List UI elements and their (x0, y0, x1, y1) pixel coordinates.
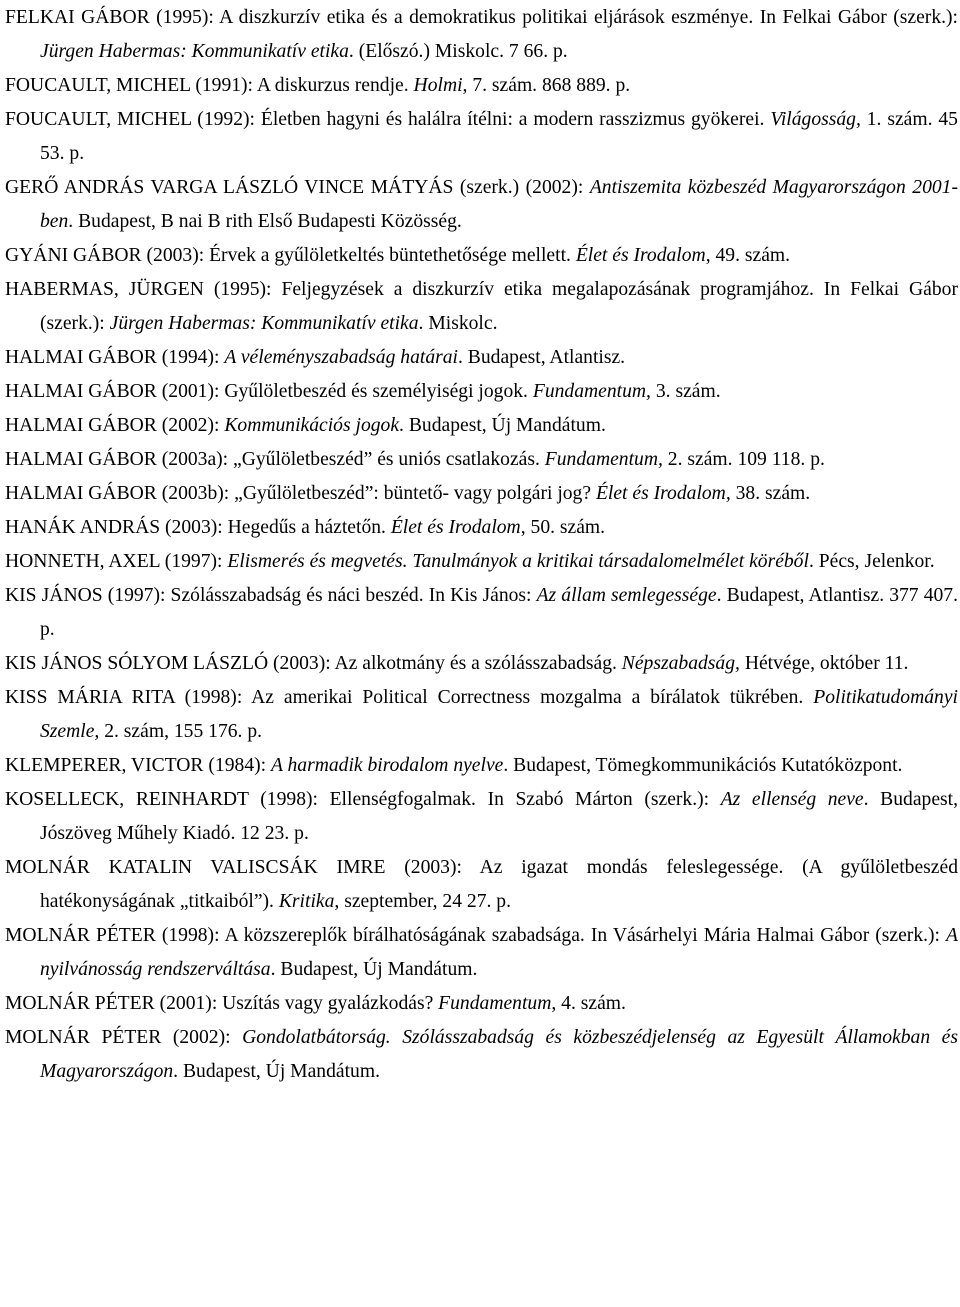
reference-text: HALMAI GÁBOR (2001): Gyűlöletbeszéd és személyiségi jogok. (5, 381, 533, 402)
reference-title-italic: Élet és Irodalom (575, 245, 706, 266)
reference-entry (5, 647, 958, 681)
reference-text: 2. szám, 155 176. p. (99, 721, 263, 742)
reference-entry (5, 273, 958, 341)
reference-entry (5, 579, 958, 647)
reference-text: , 7. szám. 868 889. p. (462, 75, 631, 96)
reference-entry (5, 681, 958, 749)
reference-text: . Budapest, Jószöveg Műhely Kiadó. 12 23. p. (40, 789, 958, 844)
reference-text: MOLNÁR PÉTER (1998): A közszereplők bírálhatóságának szabadsága. In Vásárhelyi Mária Halmai Gábor (szerk.): (5, 925, 947, 946)
reference-text: . Pécs, Jelenkor. (808, 551, 935, 572)
reference-entry (5, 511, 958, 545)
reference-text: , 49. szám. (705, 245, 791, 266)
reference-title-italic: A harmadik birodalom nyelve (270, 755, 504, 776)
reference-entry (5, 749, 958, 783)
reference-text: HALMAI GÁBOR (1994): (5, 347, 225, 368)
reference-title-italic: Fundamentum, (544, 449, 663, 470)
reference-entry (5, 239, 958, 273)
reference-entry (5, 375, 958, 409)
reference-text: . Budapest, Atlantisz. 377 407. p. (40, 585, 958, 640)
reference-entry (5, 1021, 958, 1089)
reference-title-italic: Fundamentum, (532, 381, 651, 402)
reference-text: KLEMPERER, VICTOR (1984): (5, 755, 271, 776)
reference-text: , 50. szám. (520, 517, 606, 538)
reference-text: 1. szám. 45 53. p. (40, 109, 958, 164)
reference-text: . Budapest, Atlantisz. (458, 347, 626, 368)
reference-text: . Budapest, Új Mandátum. (399, 415, 606, 436)
reference-text: KISS MÁRIA RITA (1998): Az amerikai Political Correctness mozgalma a bírálatok tükrében. (5, 687, 814, 708)
reference-title-italic: A véleményszabadság határai (224, 347, 458, 368)
reference-title-italic: Jürgen Habermas: Kommunikatív etika (40, 41, 349, 62)
reference-text: MOLNÁR KATALIN VALISCSÁK IMRE (2003): Az igazat mondás feleslegessége. (A gyűlöletbeszéd hatékonyságának „titkaiból”). (5, 857, 958, 912)
reference-entry (5, 69, 958, 103)
reference-title-italic: Antiszemita közbeszéd Magyarországon 2001-ben (40, 177, 958, 232)
reference-title-italic: Politikatudományi Szemle, (40, 687, 958, 742)
reference-entry (5, 1, 958, 69)
reference-text: , szeptember, 24 27. p. (334, 891, 511, 912)
reference-title-italic: Jürgen Habermas: Kommunikatív etika (109, 313, 419, 334)
reference-text: KIS JÁNOS SÓLYOM LÁSZLÓ (2003): Az alkotmány és a szólásszabadság. (5, 653, 622, 674)
reference-entry (5, 409, 958, 443)
reference-entry (5, 341, 958, 375)
reference-title-italic: Világosság, (770, 109, 861, 130)
reference-text: , 4. szám. (551, 993, 626, 1014)
reference-text: HONNETH, AXEL (1997): (5, 551, 228, 572)
reference-text: Hétvége, október 11. (739, 653, 909, 674)
reference-entry (5, 987, 958, 1021)
reference-text: HALMAI GÁBOR (2002): (5, 415, 225, 436)
reference-title-italic: Az állam semlegessége (536, 585, 717, 606)
reference-text: 2. szám. 109 118. p. (662, 449, 825, 470)
reference-title-italic: Holmi (413, 75, 463, 96)
reference-title-italic: Élet és Irodalom (390, 517, 521, 538)
reference-entry (5, 851, 958, 919)
reference-text: HALMAI GÁBOR (2003b): „Gyűlöletbeszéd”: büntető- vagy polgári jog? (5, 483, 596, 504)
reference-title-italic: Gondolatbátorság. Szólásszabadság és közbeszédjelenség az Egyesült Államokban és Magyarországon (40, 1027, 958, 1082)
reference-text: HABERMAS, JÜRGEN (1995): Feljegyzések a diszkurzív etika megalapozásának programjához. In Felkai Gábor (szerk.): (5, 279, 958, 334)
reference-title-italic: Kritika (278, 891, 335, 912)
reference-entry (5, 477, 958, 511)
reference-title-italic: Elismerés és megvetés. Tanulmányok a kritikai társadalomelmélet köréből (227, 551, 809, 572)
reference-text: FOUCAULT, MICHEL (1992): Életben hagyni és halálra ítélni: a modern rasszizmus gyökerei. (5, 109, 771, 130)
reference-text: . Budapest, B nai B rith Első Budapesti Közösség. (68, 211, 462, 232)
reference-entry (5, 783, 958, 851)
reference-text: KIS JÁNOS (1997): Szólásszabadság és náci beszéd. In Kis János: (5, 585, 537, 606)
reference-entry (5, 443, 958, 477)
reference-text: . Budapest, Tömegkommunikációs Kutatóközpont. (503, 755, 903, 776)
reference-text: 3. szám. (650, 381, 721, 402)
reference-title-italic: Fundamentum (438, 993, 552, 1014)
reference-list (5, 1, 958, 1089)
reference-title-italic: A nyilvánosság rendszerváltása (40, 925, 958, 980)
reference-text: . Miskolc. (418, 313, 498, 334)
reference-entry (5, 545, 958, 579)
reference-title-italic: Élet és Irodalom, (595, 483, 731, 504)
reference-text: GYÁNI GÁBOR (2003): Érvek a gyűlöletkeltés büntethetősége mellett. (5, 245, 576, 266)
reference-text: 38. szám. (730, 483, 811, 504)
reference-text: HANÁK ANDRÁS (2003): Hegedűs a háztetőn. (5, 517, 391, 538)
reference-text: . Budapest, Új Mandátum. (270, 959, 478, 980)
reference-text: . (Előszó.) Miskolc. 7 66. p. (348, 41, 568, 62)
reference-text: FOUCAULT, MICHEL (1991): A diskurzus rendje. (5, 75, 414, 96)
reference-text: . Budapest, Új Mandátum. (173, 1061, 380, 1082)
reference-text: MOLNÁR PÉTER (2001): Uszítás vagy gyalázkodás? (5, 993, 439, 1014)
reference-text: GERŐ ANDRÁS VARGA LÁSZLÓ VINCE MÁTYÁS (szerk.) (2002): (5, 177, 590, 198)
reference-title-italic: Az ellenség neve (720, 789, 864, 810)
reference-text: MOLNÁR PÉTER (2002): (5, 1027, 243, 1048)
reference-text: KOSELLECK, REINHARDT (1998): Ellenségfogalmak. In Szabó Márton (szerk.): (5, 789, 721, 810)
reference-title-italic: Kommunikációs jogok (224, 415, 400, 436)
reference-entry (5, 919, 958, 987)
reference-entry (5, 171, 958, 239)
reference-title-italic: Népszabadság, (621, 653, 740, 674)
reference-text: FELKAI GÁBOR (1995): A diszkurzív etika és a demokratikus politikai eljárások eszménye. In Felkai Gábor (szerk.): (5, 7, 958, 28)
reference-text: HALMAI GÁBOR (2003a): „Gyűlöletbeszéd” és uniós csatlakozás. (5, 449, 545, 470)
reference-entry (5, 103, 958, 171)
